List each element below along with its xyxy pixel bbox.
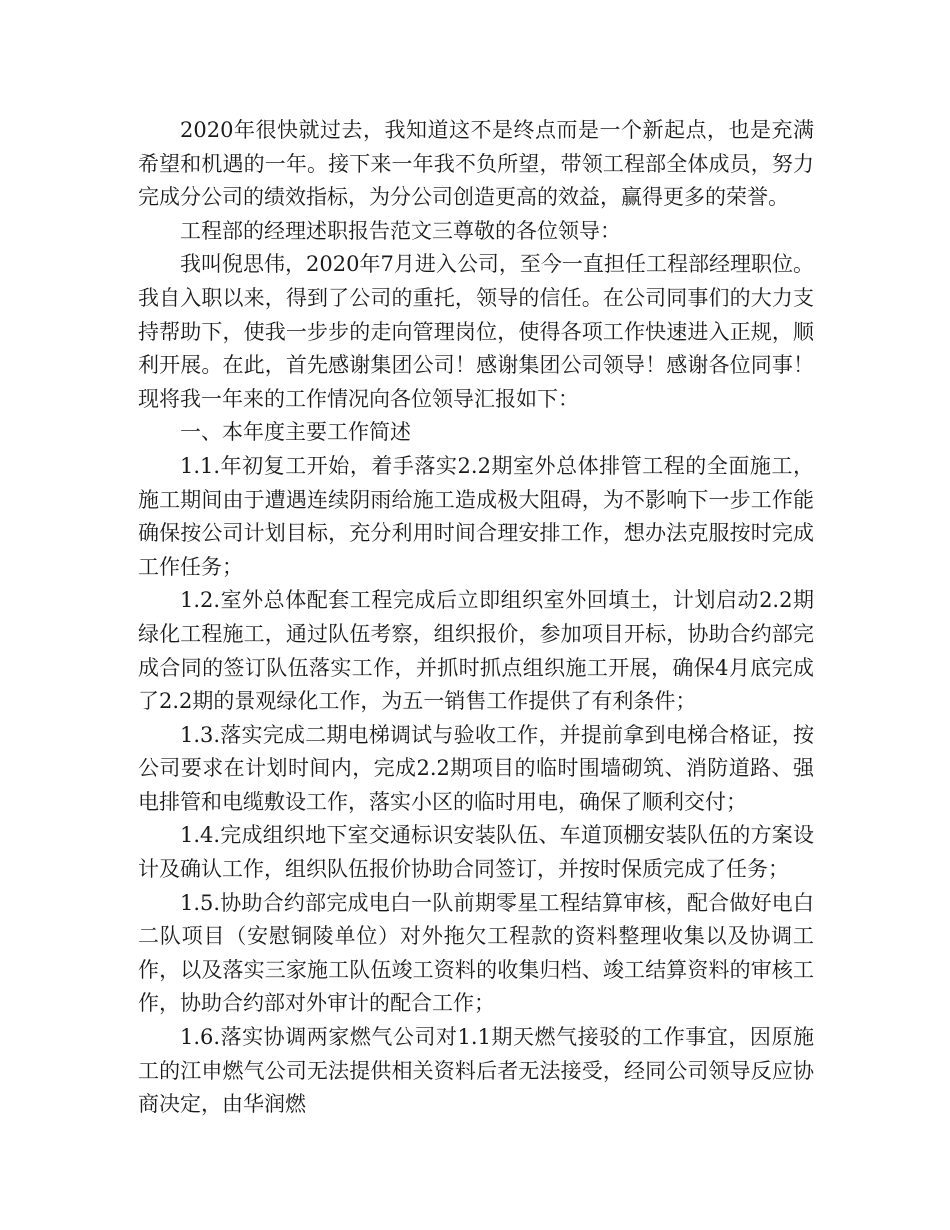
paragraph-item-1-5: 1.5.协助合约部完成电白一队前期零星工程结算审核，配合做好电白二队项目（安慰铜陵单位）对外拖欠工程款的资料整理收集以及协调工作，以及落实三家施工队伍竣工资料的收集归档、竣工结算资料的审核工作，协助合约部对外审计的配合工作；: [138, 890, 814, 1016]
paragraph-report-title: 工程部的经理述职报告范文三尊敬的各位领导：: [180, 218, 621, 243]
paragraph-self-introduction: 我叫倪思伟，2020年7月进入公司，至今一直担任工程部经理职位。我自入职以来，得到了公司的重托，领导的信任。在公司同事们的大力支持帮助下，使我一步步的走向管理岗位，使得各项工作快速进入正规，顺利开展。在此，首先感谢集团公司！感谢集团公司领导！感谢各位同事！现将我一年来的工作情况向各位领导汇报如下：: [138, 252, 814, 411]
paragraph-item-1-3: 1.3.落实完成二期电梯调试与验收工作，并提前拿到电梯合格证，按公司要求在计划时间内，完成2.2期项目的临时围墙砌筑、消防道路、强电排管和电缆敷设工作，落实小区的临时用电，确保了顺利交付；: [138, 722, 814, 814]
paragraph-item-1-2: 1.2.室外总体配套工程完成后立即组织室外回填土，计划启动2.2期绿化工程施工，通过队伍考察，组织报价，参加项目开标，协助合约部完成合同的签订队伍落实工作，并抓时抓点组织施工开展，确保4月底完成了2.2期的景观绿化工作，为五一销售工作提供了有利条件；: [138, 588, 814, 714]
section-heading-main-work: 一、本年度主要工作简述: [180, 420, 411, 445]
paragraph-item-1-6: 1.6.落实协调两家燃气公司对1.1期天燃气接驳的工作事宜，因原施工的江申燃气公司无法提供相关资料后者无法接受，经同公司领导反应协商决定，由华润燃: [138, 1025, 814, 1117]
document-body: [138, 114, 814, 1122]
paragraph-item-1-4: 1.4.完成组织地下室交通标识安装队伍、车道顶棚安装队伍的方案设计及确认工作，组织队伍报价协助合同签订，并按时保质完成了任务；: [138, 823, 814, 882]
paragraph-intro: 2020年很快就过去，我知道这不是终点而是一个新起点，也是充满希望和机遇的一年。接下来一年我不负所望，带领工程部全体成员，努力完成分公司的绩效指标，为分公司创造更高的效益，赢得更多的荣誉。: [138, 118, 814, 210]
paragraph-item-1-1: 1.1.年初复工开始，着手落实2.2期室外总体排管工程的全面施工，施工期间由于遭遇连续阴雨给施工造成极大阻碍，为不影响下一步工作能确保按公司计划目标，充分利用时间合理安排工作，想办法克服按时完成工作任务；: [138, 453, 814, 579]
